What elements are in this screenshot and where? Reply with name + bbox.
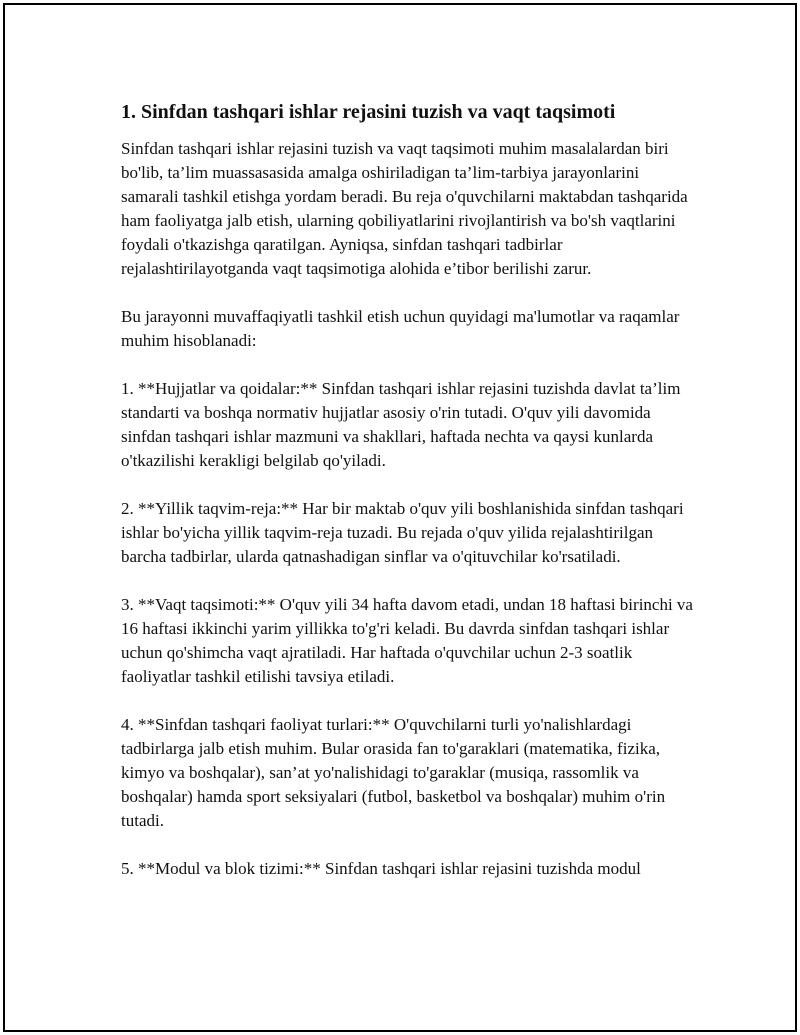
document-page xyxy=(3,3,797,1032)
list-item-annual-plan: 2. **Yillik taqvim-reja:** Har bir maktab o'quv yili boshlanishida sinfdan tashqari ishlar bo'yicha yillik taqvim-reja tuzadi. Bu rejada o'quv yilida rejalashtirilgan barcha tadbirlar, ularda qatnashadigan sinflar va o'qituvchilar ko'rsatiladi. xyxy=(121,499,684,566)
list-item-module-system: 5. **Modul va blok tizimi:** Sinfdan tashqari ishlar rejasini tuzishda modul xyxy=(121,859,641,878)
paragraph-intro: Sinfdan tashqari ishlar rejasini tuzish va vaqt taqsimoti muhim masalalardan biri bo'lib, ta’lim muassasasida amalga oshiriladigan ta’lim-tarbiya jarayonlarini samarali tashkil etishga yordam beradi. Bu reja o'quvchilarni maktabdan tashqarida ham faoliyatga jalb etish, ularning qobiliyatlarini rivojlantirish va bo'sh vaqtlarini foydali o'tkazishga qaratilgan. Ayniqsa, sinfdan tashqari tadbirlar rejalashtirilayotganda vaqt taqsimotiga alohida e’tibor berilishi zarur. xyxy=(121,139,688,278)
section-title: 1. Sinfdan tashqari ishlar rejasini tuzish va vaqt taqsimoti xyxy=(121,101,616,123)
paragraph-lead-in: Bu jarayonni muvaffaqiyatli tashkil etish uchun quyidagi ma'lumotlar va raqamlar muhim hisoblanadi: xyxy=(121,307,680,350)
list-item-activity-types: 4. **Sinfdan tashqari faoliyat turlari:** O'quvchilarni turli yo'nalishlardagi tadbirlarga jalb etish muhim. Bular orasida fan to'garaklari (matematika, fizika, kimyo va boshqalar), san’at yo'nalishidagi to'garaklar (musiqa, rassomlik va boshqalar) hamda sport seksiyalari (futbol, basketbol va boshqalar) muhim o'rin tutadi. xyxy=(121,715,666,830)
list-item-time-allocation: 3. **Vaqt taqsimoti:** O'quv yili 34 hafta davom etadi, undan 18 haftasi birinchi va 16 haftasi ikkinchi yarim yillikka to'g'ri keladi. Bu davrda sinfdan tashqari ishlar uchun qo'shimcha vaqt ajratiladi. Har haftada o'quvchilar uchun 2-3 soatlik faoliyatlar tashkil etilishi tavsiya etiladi. xyxy=(121,595,693,686)
document-content xyxy=(121,99,693,905)
list-item-documents: 1. **Hujjatlar va qoidalar:** Sinfdan tashqari ishlar rejasini tuzishda davlat ta’lim standarti va boshqa normativ hujjatlar asosiy o'rin tutadi. O'quv yili davomida sinfdan tashqari ishlar mazmuni va shakllari, haftada nechta va qaysi kunlarda o'tkazilishi kerakligi belgilab qo'yiladi. xyxy=(121,379,681,470)
